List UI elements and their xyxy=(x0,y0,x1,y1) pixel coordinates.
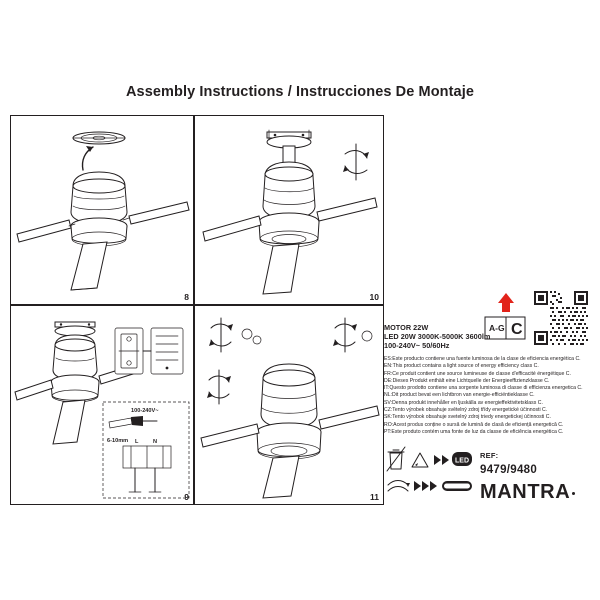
panel-number: 9 xyxy=(184,492,189,502)
diagram-step-11 xyxy=(195,306,383,504)
svg-text:L: L xyxy=(135,439,139,445)
motor-spec-block xyxy=(384,323,590,351)
notice-fr: FR:Ce produit contient une source lumineuse de classe d'efficacité énergétique C. xyxy=(384,370,571,377)
diagram-step-10 xyxy=(195,116,383,304)
notice-sk: SK:Tento výrobok obsahuje svetelný zdroj triedy energetickej účinnosti C. xyxy=(384,414,551,421)
page-title: Assembly Instructions / Instrucciones De Montaje xyxy=(125,84,475,100)
arrow-marks-icon xyxy=(434,455,449,465)
dimmable-icon xyxy=(388,481,410,492)
panel-grid xyxy=(10,115,590,505)
notice-en: EN:This product contains a light source of energy efficiency class C. xyxy=(384,363,539,370)
notice-cz: CZ:Tento výrobek obsahuje světelný zdroj třídy energetické účinnosti C. xyxy=(384,407,548,414)
svg-text:N: N xyxy=(153,439,158,445)
footer-icons-svg xyxy=(384,445,476,505)
notice-pt: PT:Este produto contém uma fonte de luz da classe de eficiência energética C. xyxy=(384,428,564,435)
brand-logo xyxy=(480,481,575,504)
panel-number: 10 xyxy=(369,292,379,302)
panel-step-9 xyxy=(10,305,194,505)
reference-value: 9479/9480 xyxy=(480,464,538,476)
language-notices xyxy=(384,356,590,436)
arrow-marks-icon-2 xyxy=(414,481,437,491)
panel-number: 11 xyxy=(370,492,379,502)
diagram-step-8 xyxy=(11,116,193,304)
svg-text:LED: LED xyxy=(455,457,469,465)
notice-nl: NL:Dit product bevat een lichtbron van energie-efficiëntieklasse C. xyxy=(384,392,535,399)
notice-ro: RO:Acest produs conține o sursă de lumină de clasă de eficiență energetică C. xyxy=(384,421,564,428)
notice-es: ES:Este producto contiene una fuente luminosa de la clase de eficiencia energética C. xyxy=(384,356,581,362)
info-column xyxy=(384,115,590,505)
panel-step-11 xyxy=(194,305,384,505)
reference-block xyxy=(480,451,590,476)
motor-line-2: LED 20W 3000K-5000K 3600lm xyxy=(384,332,491,342)
notice-de: DE:Dieses Produkt enthält eine Lichtquelle der Energieeffizienzklasse C. xyxy=(384,377,550,384)
panel-step-8 xyxy=(10,115,194,305)
notice-it: IT:Questo prodotto contiene una sorgente luminosa di classe di efficienza energetica C. xyxy=(384,385,583,392)
motor-line-1: MOTOR 22W xyxy=(384,323,429,332)
red-up-arrow-icon xyxy=(498,293,514,312)
wire-length-label: 6-10mm xyxy=(107,438,129,444)
no-household-waste-icon xyxy=(387,447,405,471)
lamp-tube-icon xyxy=(442,481,472,491)
brand-name: MANTRA xyxy=(480,481,571,503)
motor-line-3: 100-240V~ 50/60Hz xyxy=(384,341,450,351)
panel-step-10 xyxy=(194,115,384,305)
recycle-icon xyxy=(412,453,428,467)
panel-number: 8 xyxy=(184,292,189,302)
diagram-step-9 xyxy=(11,306,193,504)
footer-icon-group xyxy=(384,445,476,505)
energy-range-text: A-G xyxy=(489,323,505,333)
energy-class-letter: C xyxy=(511,321,523,338)
notice-sv: SV:Denna produkt innehåller en ljuskälla av energieffektivitetsklass C. xyxy=(384,399,543,406)
led-badge-icon xyxy=(452,452,472,466)
brand-dot-icon xyxy=(572,492,576,496)
voltage-label: 100-240V~ xyxy=(131,408,159,414)
reference-label: REF: xyxy=(480,451,499,460)
